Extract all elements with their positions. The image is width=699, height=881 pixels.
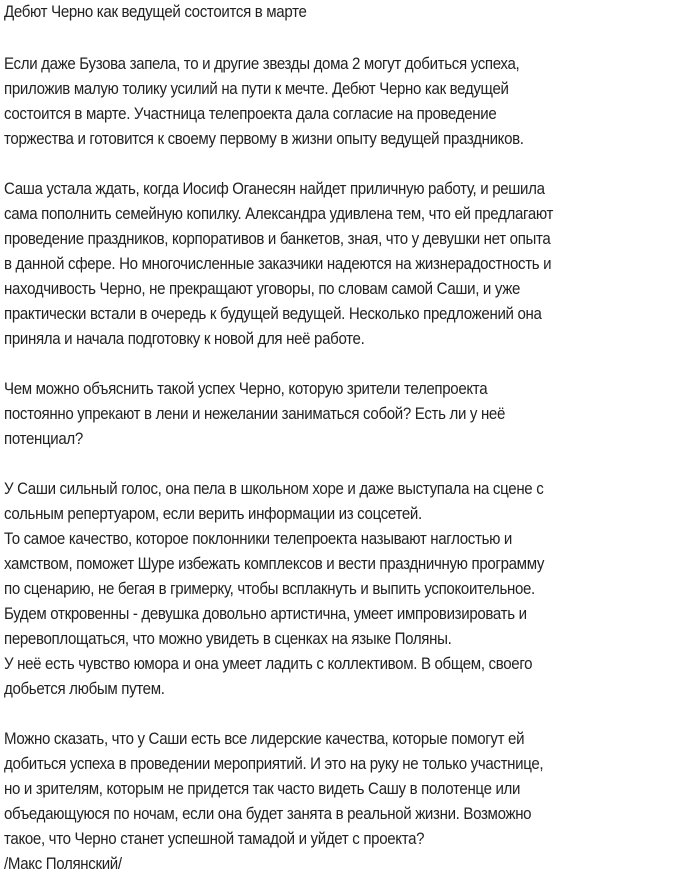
article-title: Дебют Черно как ведущей состоится в марте: [4, 3, 307, 21]
paragraph-1-line-1: Если даже Бузова запела, то и другие звезды дома 2 могут добиться успеха,: [4, 55, 520, 73]
paragraph-4-line-7: перевоплощаться, что можно увидеть в сценках на языке Поляны.: [4, 630, 452, 648]
paragraph-5-line-4: объедающуюся по ночам, если она будет занята в реальной жизни. Возможно: [4, 805, 532, 823]
paragraph-4-line-1: У Саши сильный голос, она пела в школьном хоре и даже выступала на сцене с: [4, 480, 544, 498]
paragraph-4-line-9: добьется любым путем.: [4, 680, 165, 698]
paragraph-5-line-2: добиться успеха в проведении мероприятий. И это на руку не только участнице,: [4, 755, 544, 773]
paragraph-3-line-3: потенциал?: [4, 430, 83, 448]
paragraph-2-line-2: сама пополнить семейную копилку. Александра удивлена тем, что ей предлагают: [4, 205, 554, 223]
paragraph-4-line-5: по сценарию, не бегая в гримерку, чтобы всплакнуть и выпить успокоительное.: [4, 580, 535, 598]
paragraph-3-line-2: постоянно упрекают в лени и нежелании заниматься собой? Есть ли у неё: [4, 405, 506, 423]
paragraph-3-line-1: Чем можно объяснить такой успех Черно, которую зрители телепроекта: [4, 380, 488, 398]
paragraph-4-line-4: хамством, поможет Шуре избежать комплексов и вести праздничную программу: [4, 555, 545, 573]
paragraph-2-line-3: проведение праздников, корпоративов и банкетов, зная, что у девушки нет опыта: [4, 230, 551, 248]
paragraph-2-line-4: в данной сфере. Но многочисленные заказчики надеются на жизнерадостность и: [4, 255, 552, 273]
paragraph-4-line-6: Будем откровенны - девушка довольно артистична, умеет импровизировать и: [4, 605, 527, 623]
paragraph-2-line-5: находчивость Черно, не прекращают уговоры, по словам самой Саши, и уже: [4, 280, 521, 298]
paragraph-1-line-2: приложив малую толику усилий на пути к мечте. Дебют Черно как ведущей: [4, 80, 509, 98]
paragraph-4-line-3: То самое качество, которое поклонники телепроекта называют наглостью и: [4, 530, 513, 548]
paragraph-4-line-8: У неё есть чувство юмора и она умеет ладить с коллективом. В общем, своего: [4, 655, 533, 673]
paragraph-5-line-5: такое, что Черно станет успешной тамадой и уйдет с проекта?: [4, 830, 425, 848]
paragraph-2-line-7: приняла и начала подготовку к новой для неё работе.: [4, 330, 365, 348]
paragraph-2-line-1: Саша устала ждать, когда Иосиф Оганесян найдет приличную работу, и решила: [4, 180, 545, 198]
paragraph-2-line-6: практически встали в очередь к будущей ведущей. Несколько предложений она: [4, 305, 542, 323]
paragraph-5-line-1: Можно сказать, что у Саши есть все лидерские качества, которые помогут ей: [4, 730, 525, 748]
paragraph-5-line-3: но и зрителям, которым не придется так часто видеть Сашу в полотенце или: [4, 780, 521, 798]
paragraph-1-line-3: состоится в марте. Участница телепроекта дала согласие на проведение: [4, 105, 497, 123]
paragraph-4-line-2: сольным репертуаром, если верить информации из соцсетей.: [4, 505, 422, 523]
paragraph-1-line-4: торжества и готовится к своему первому в жизни опыту ведущей праздников.: [4, 130, 524, 148]
article-author: /Макс Полянский/: [4, 855, 122, 873]
